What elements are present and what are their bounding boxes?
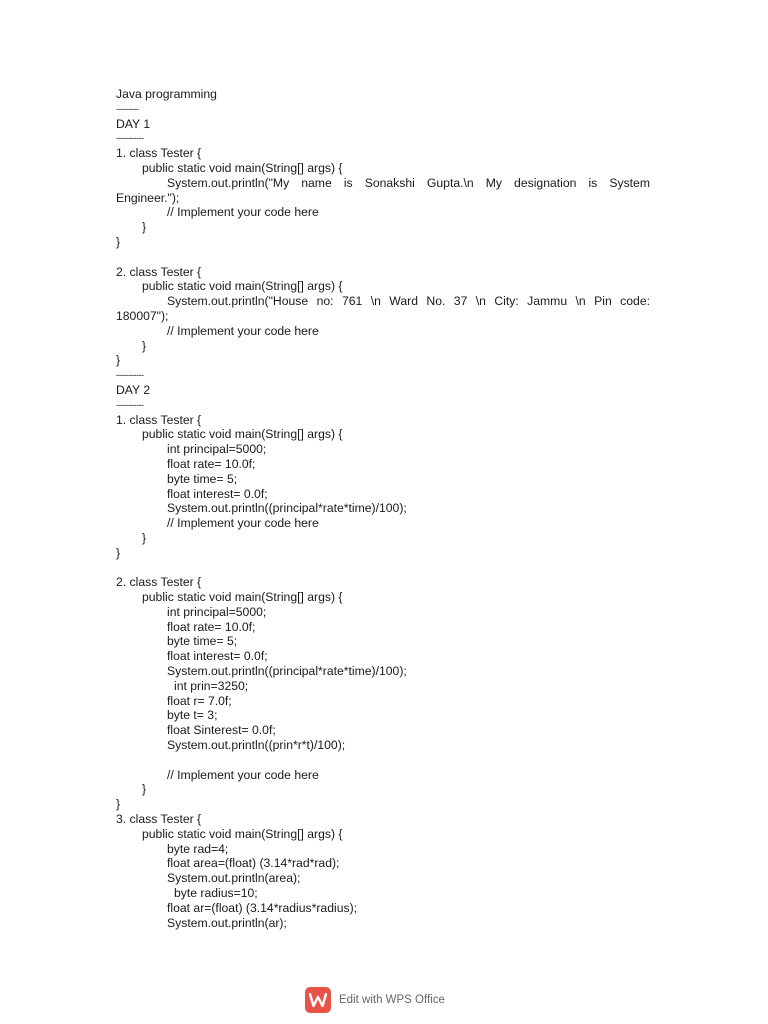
code-line: int principal=5000; bbox=[167, 442, 267, 457]
day1-heading: DAY 1 bbox=[116, 116, 151, 131]
code-line: } bbox=[142, 530, 147, 545]
code-line: float area=(float) (3.14*rad*rad); bbox=[167, 856, 340, 871]
code-line: Engineer."); bbox=[116, 190, 180, 205]
code-line: System.out.println((principal*rate*time)/100); bbox=[167, 501, 407, 516]
code-line: float ar=(float) (3.14*radius*radius); bbox=[167, 900, 358, 915]
code-line: int principal=5000; bbox=[167, 604, 267, 619]
blank-line bbox=[116, 250, 650, 265]
separator: ----------- bbox=[116, 370, 144, 381]
code-line: byte time= 5; bbox=[167, 634, 238, 649]
doc-title: Java programming bbox=[116, 87, 217, 101]
code-line: 180007"); bbox=[116, 308, 169, 323]
code-line: float Sinterest= 0.0f; bbox=[167, 723, 276, 738]
code-comment: // Implement your code here bbox=[167, 516, 319, 531]
code-line: 3. class Tester { bbox=[116, 812, 202, 827]
document-body bbox=[116, 87, 650, 930]
code-line: } bbox=[142, 782, 147, 797]
day2-heading: DAY 2 bbox=[116, 382, 151, 397]
code-line: System.out.println("House no: 761 \n Ward No. 37 \n City: Jammu \n Pin code: bbox=[167, 294, 650, 309]
code-line: float r= 7.0f; bbox=[167, 693, 232, 708]
code-line: } bbox=[142, 220, 147, 235]
code-comment: // Implement your code here bbox=[167, 323, 319, 338]
wps-logo-icon bbox=[305, 987, 331, 1013]
code-line: byte radius=10; bbox=[174, 886, 258, 901]
code-line: float interest= 0.0f; bbox=[167, 649, 268, 664]
code-line: 2. class Tester { bbox=[116, 264, 202, 279]
code-comment: // Implement your code here bbox=[167, 767, 319, 782]
separator: --------- bbox=[116, 103, 139, 114]
code-line: byte rad=4; bbox=[167, 841, 229, 856]
code-line: float interest= 0.0f; bbox=[167, 486, 268, 501]
code-line: } bbox=[116, 797, 121, 812]
code-line: System.out.println((prin*r*t)/100); bbox=[167, 738, 346, 753]
code-line: 1. class Tester { bbox=[116, 412, 202, 427]
blank-line bbox=[116, 561, 650, 576]
code-line: } bbox=[116, 545, 121, 560]
code-line: System.out.println((principal*rate*time)/100); bbox=[167, 664, 407, 679]
code-comment: // Implement your code here bbox=[167, 205, 319, 220]
code-line: System.out.println(ar); bbox=[167, 915, 287, 930]
code-line: float rate= 10.0f; bbox=[167, 456, 256, 471]
code-line: } bbox=[116, 353, 121, 368]
code-line: public static void main(String[] args) { bbox=[142, 160, 343, 175]
code-line: byte time= 5; bbox=[167, 471, 238, 486]
code-line: public static void main(String[] args) { bbox=[142, 279, 343, 294]
code-line: } bbox=[116, 234, 121, 249]
wps-edit-label: Edit with WPS Office bbox=[339, 994, 445, 1006]
code-line: 1. class Tester { bbox=[116, 146, 202, 161]
code-line: System.out.println("My name is Sonakshi Gupta.\n My designation is System bbox=[167, 175, 650, 190]
code-line: } bbox=[142, 338, 147, 353]
code-line: public static void main(String[] args) { bbox=[142, 590, 343, 605]
code-line: int prin=3250; bbox=[174, 678, 249, 693]
blank-line bbox=[116, 753, 650, 768]
separator: ----------- bbox=[116, 133, 144, 144]
code-line: public static void main(String[] args) { bbox=[142, 826, 343, 841]
code-line: byte t= 3; bbox=[167, 708, 218, 723]
code-line: float rate= 10.0f; bbox=[167, 619, 256, 634]
separator: ----------- bbox=[116, 399, 144, 410]
code-line: 2. class Tester { bbox=[116, 575, 202, 590]
wps-edit-link[interactable] bbox=[305, 987, 445, 1013]
code-line: System.out.println(area); bbox=[167, 871, 301, 886]
code-line: public static void main(String[] args) { bbox=[142, 427, 343, 442]
